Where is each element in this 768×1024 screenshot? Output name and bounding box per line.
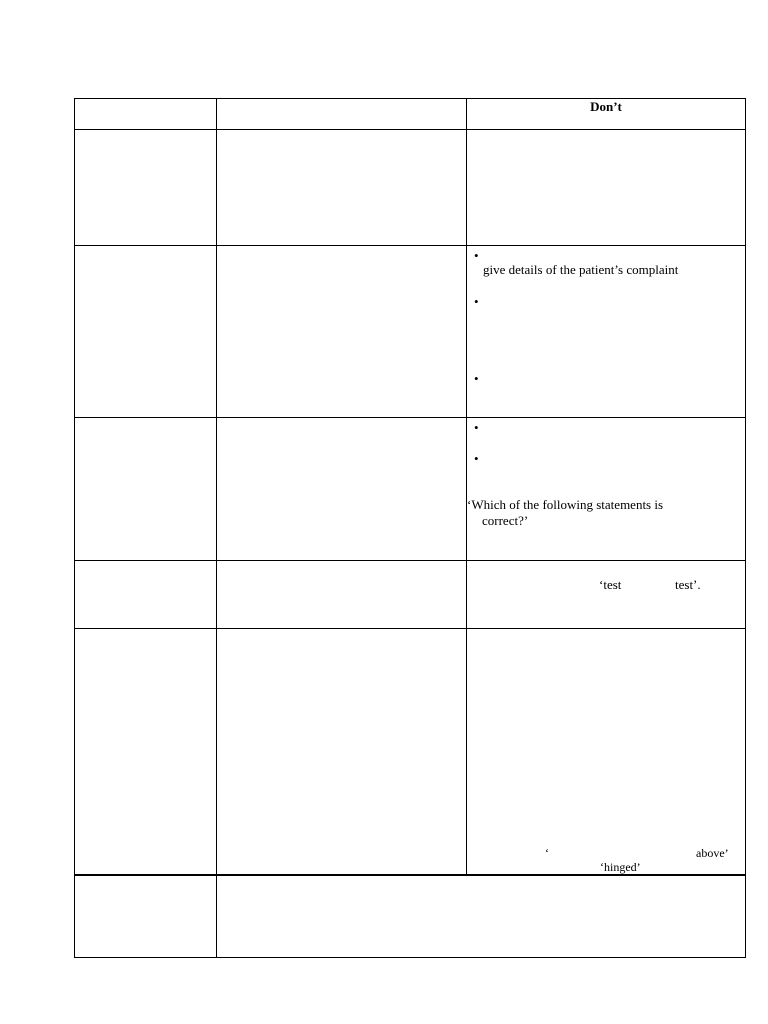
bullet-icon: • [474, 451, 479, 466]
row6-frag-above: above’ [696, 846, 729, 860]
bullet-icon: • [474, 248, 479, 263]
row-divider [74, 560, 746, 561]
column-divider [466, 98, 467, 875]
row4-quote-line2: correct?’ [482, 513, 529, 528]
table-border-bottom [74, 957, 746, 958]
bullet-icon: • [474, 371, 479, 386]
row-divider [74, 129, 746, 130]
row5-frag-test-close: test’. [675, 577, 701, 592]
row5-frag-test-open: ‘test [599, 577, 622, 592]
row-divider [74, 245, 746, 246]
table [74, 98, 746, 958]
row-divider [74, 628, 746, 629]
row3-bullet-text: give details of the patient’s complaint [483, 262, 679, 277]
table-border-left [74, 98, 75, 958]
table-border-right [745, 98, 746, 958]
row-divider [74, 417, 746, 418]
row6-frag-hinged: ‘hinged’ [600, 860, 641, 874]
row-divider [74, 874, 746, 876]
bullet-icon: • [474, 420, 479, 435]
row6-open-quote: ‘ [545, 846, 549, 860]
row4-quote-line1: ‘Which of the following statements is [467, 497, 664, 512]
bullet-icon: • [474, 294, 479, 309]
header-dont: Don’t [590, 99, 622, 114]
column-divider [216, 98, 217, 958]
